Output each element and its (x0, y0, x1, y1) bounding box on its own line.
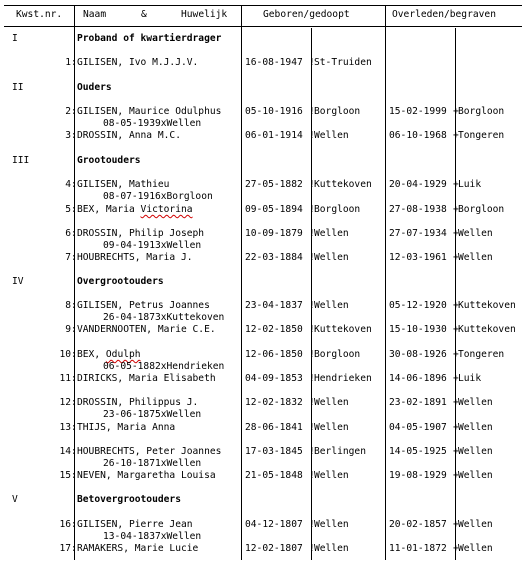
birth-place: Borgloon (314, 349, 361, 360)
column-rule-born (385, 5, 386, 560)
colon-separator: : (71, 204, 77, 215)
person-number: 5 (65, 204, 71, 215)
colon-separator: : (71, 300, 77, 311)
death-separator: + (453, 373, 459, 384)
birth-place: St-Truiden (314, 57, 372, 68)
person-name: GILISEN, Petrus Joannes (77, 300, 210, 311)
person-number: 6 (65, 228, 71, 239)
birth-separator: ! (309, 106, 315, 117)
birth-separator: ! (309, 446, 315, 457)
birth-date: 27-05-1882 (245, 179, 303, 190)
person-marriage: 26-04-1873xKuttekoven (103, 312, 225, 323)
death-separator: + (453, 179, 459, 190)
person-number: 11 (59, 373, 71, 384)
header-overleden: Overleden/begraven (392, 9, 496, 20)
header-rule (4, 26, 522, 27)
person-name-prefix: BEX, (77, 349, 106, 360)
birth-place: Borgloon (314, 204, 361, 215)
person-name: RAMAKERS, Marie Lucie (77, 543, 199, 554)
birth-separator: ! (309, 349, 315, 360)
person-marriage: 06-05-1882xHendrieken (103, 361, 225, 372)
death-separator: + (453, 470, 459, 481)
death-separator: + (453, 204, 459, 215)
person-name: GILISEN, Ivo M.J.J.V. (77, 57, 199, 68)
birth-date: 21-05-1848 (245, 470, 303, 481)
death-place: Kuttekoven (458, 324, 516, 335)
birth-separator: ! (309, 519, 315, 530)
colon-separator: : (71, 324, 77, 335)
person-name: HOUBRECHTS, Maria J. (77, 252, 193, 263)
death-date: 15-02-1999 (389, 106, 447, 117)
person-name-flagged: Odulph (105, 349, 141, 360)
death-separator: + (453, 349, 459, 360)
death-separator: + (453, 252, 459, 263)
death-place: Borgloon (458, 204, 505, 215)
death-place: Wellen (458, 519, 493, 530)
death-separator: + (453, 324, 459, 335)
person-number: 8 (65, 300, 71, 311)
death-place: Wellen (458, 470, 493, 481)
generation-title: Betovergrootouders (77, 494, 181, 505)
death-date: 15-10-1930 (389, 324, 447, 335)
person-name: NEVEN, Margaretha Louisa (77, 470, 216, 481)
person-number: 15 (59, 470, 71, 481)
colon-separator: : (71, 519, 77, 530)
person-name: DROSSIN, Anna M.C. (77, 130, 181, 141)
birth-date: 12-02-1850 (245, 324, 303, 335)
death-date: 19-08-1929 (389, 470, 447, 481)
column-rule-name (241, 5, 242, 560)
person-name: HOUBRECHTS, Peter Joannes (77, 446, 222, 457)
generation-roman: II (12, 82, 24, 93)
birth-date: 28-06-1841 (245, 422, 303, 433)
person-marriage: 13-04-1837xWellen (103, 531, 202, 542)
header-huwelijk: Huwelijk (181, 9, 228, 20)
birth-date: 12-02-1807 (245, 543, 303, 554)
death-place: Wellen (458, 397, 493, 408)
colon-separator: : (71, 57, 77, 68)
person-name-prefix: BEX, Maria (77, 204, 141, 215)
death-date: 06-10-1968 (389, 130, 447, 141)
header-kwst: Kwst.nr. (16, 9, 63, 20)
birth-place: Wellen (314, 519, 349, 530)
birth-place: Kuttekoven (314, 324, 372, 335)
death-date: 14-06-1896 (389, 373, 447, 384)
colon-separator: : (71, 349, 77, 360)
birth-separator: ! (309, 57, 315, 68)
person-number: 16 (59, 519, 71, 530)
birth-separator: ! (309, 179, 315, 190)
death-place: Kuttekoven (458, 300, 516, 311)
birth-date: 17-03-1845 (245, 446, 303, 457)
death-separator: + (453, 397, 459, 408)
death-date: 11-01-1872 (389, 543, 447, 554)
birth-separator: ! (309, 300, 315, 311)
birth-date: 04-09-1853 (245, 373, 303, 384)
colon-separator: : (71, 130, 77, 141)
birth-place: Hendrieken (314, 373, 372, 384)
person-number: 9 (65, 324, 71, 335)
colon-separator: : (71, 373, 77, 384)
birth-place: Wellen (314, 130, 349, 141)
person-name-flagged: Victorina (140, 204, 193, 215)
generation-title: Grootouders (77, 155, 141, 166)
birth-place: Wellen (314, 470, 349, 481)
person-name: THIJS, Maria Anna (77, 422, 176, 433)
colon-separator: : (71, 397, 77, 408)
birth-separator: ! (309, 130, 315, 141)
birth-separator: ! (309, 324, 315, 335)
person-number: 17 (59, 543, 71, 554)
person-marriage: 09-04-1913xWellen (103, 240, 202, 251)
person-marriage: 23-06-1875xWellen (103, 409, 202, 420)
death-date: 14-05-1925 (389, 446, 447, 457)
person-name: GILISEN, Mathieu (77, 179, 170, 190)
header-geboren: Geboren/gedoopt (263, 9, 350, 20)
person-number: 12 (59, 397, 71, 408)
generation-roman: I (12, 33, 18, 44)
person-name: DROSSIN, Philippus J. (77, 397, 199, 408)
death-date: 04-05-1907 (389, 422, 447, 433)
death-separator: + (453, 300, 459, 311)
death-date: 20-02-1857 (389, 519, 447, 530)
generation-title: Ouders (77, 82, 112, 93)
person-number: 4 (65, 179, 71, 190)
person-name: DROSSIN, Philip Joseph (77, 228, 205, 239)
person-name: VANDERNOOTEN, Marie C.E. (77, 324, 216, 335)
death-date: 20-04-1929 (389, 179, 447, 190)
person-number: 3 (65, 130, 71, 141)
birth-place: Wellen (314, 228, 349, 239)
person-marriage: 26-10-1871xWellen (103, 458, 202, 469)
generation-roman: V (12, 494, 18, 505)
death-separator: + (453, 519, 459, 530)
birth-separator: ! (309, 397, 315, 408)
birth-date: 23-04-1837 (245, 300, 303, 311)
colon-separator: : (71, 179, 77, 190)
birth-separator: ! (309, 422, 315, 433)
death-date: 27-07-1934 (389, 228, 447, 239)
colon-separator: : (71, 422, 77, 433)
death-date: 27-08-1938 (389, 204, 447, 215)
generation-roman: IV (12, 276, 24, 287)
death-place: Luik (458, 373, 482, 384)
death-place: Tongeren (458, 130, 505, 141)
person-name: GILISEN, Maurice Odulphus (77, 106, 222, 117)
death-place: Luik (458, 179, 482, 190)
death-date: 05-12-1920 (389, 300, 447, 311)
birth-separator: ! (309, 470, 315, 481)
birth-separator: ! (309, 543, 315, 554)
birth-separator: ! (309, 204, 315, 215)
birth-place: Borgloon (314, 106, 361, 117)
death-date: 23-02-1891 (389, 397, 447, 408)
birth-date: 10-09-1879 (245, 228, 303, 239)
person-name (77, 204, 193, 216)
generation-roman: III (12, 155, 30, 166)
birth-date: 22-03-1884 (245, 252, 303, 263)
top-rule (4, 5, 522, 6)
death-date: 12-03-1961 (389, 252, 447, 263)
colon-separator: : (71, 228, 77, 239)
death-place: Wellen (458, 422, 493, 433)
birth-separator: ! (309, 252, 315, 263)
generation-title: Overgrootouders (77, 276, 164, 287)
death-separator: + (453, 228, 459, 239)
birth-place: Wellen (314, 543, 349, 554)
death-separator: + (453, 130, 459, 141)
person-number: 7 (65, 252, 71, 263)
death-place: Wellen (458, 543, 493, 554)
death-place: Wellen (458, 228, 493, 239)
person-number: 2 (65, 106, 71, 117)
death-separator: + (453, 446, 459, 457)
colon-separator: : (71, 252, 77, 263)
birth-separator: ! (309, 373, 315, 384)
person-number: 1 (65, 57, 71, 68)
birth-date: 05-10-1916 (245, 106, 303, 117)
birth-place: Berlingen (314, 446, 366, 457)
birth-date: 12-06-1850 (245, 349, 303, 360)
death-separator: + (453, 422, 459, 433)
person-number: 14 (59, 446, 71, 457)
person-name: DIRICKS, Maria Elisabeth (77, 373, 216, 384)
birth-place: Wellen (314, 397, 349, 408)
person-marriage: 08-07-1916xBorgloon (103, 191, 213, 202)
person-name (77, 349, 141, 361)
death-separator: + (453, 106, 459, 117)
birth-date: 06-01-1914 (245, 130, 303, 141)
header-naam: Naam (83, 9, 107, 20)
person-number: 13 (59, 422, 71, 433)
birth-date: 12-02-1832 (245, 397, 303, 408)
colon-separator: : (71, 106, 77, 117)
death-place: Borgloon (458, 106, 505, 117)
colon-separator: : (71, 446, 77, 457)
person-name: GILISEN, Pierre Jean (77, 519, 193, 530)
birth-place: Wellen (314, 422, 349, 433)
death-place: Wellen (458, 252, 493, 263)
birth-separator: ! (309, 228, 315, 239)
header-amp: & (141, 9, 147, 20)
colon-separator: : (71, 543, 77, 554)
death-date: 30-08-1926 (389, 349, 447, 360)
person-number: 10 (59, 349, 71, 360)
birth-place: Wellen (314, 300, 349, 311)
birth-date: 16-08-1947 (245, 57, 303, 68)
death-place: Tongeren (458, 349, 505, 360)
person-marriage: 08-05-1939xWellen (103, 118, 202, 129)
birth-place: Kuttekoven (314, 179, 372, 190)
death-place: Wellen (458, 446, 493, 457)
colon-separator: : (71, 470, 77, 481)
generation-title: Proband of kwartierdrager (77, 33, 222, 44)
birth-date: 04-12-1807 (245, 519, 303, 530)
death-separator: + (453, 543, 459, 554)
birth-date: 09-05-1894 (245, 204, 303, 215)
birth-place: Wellen (314, 252, 349, 263)
